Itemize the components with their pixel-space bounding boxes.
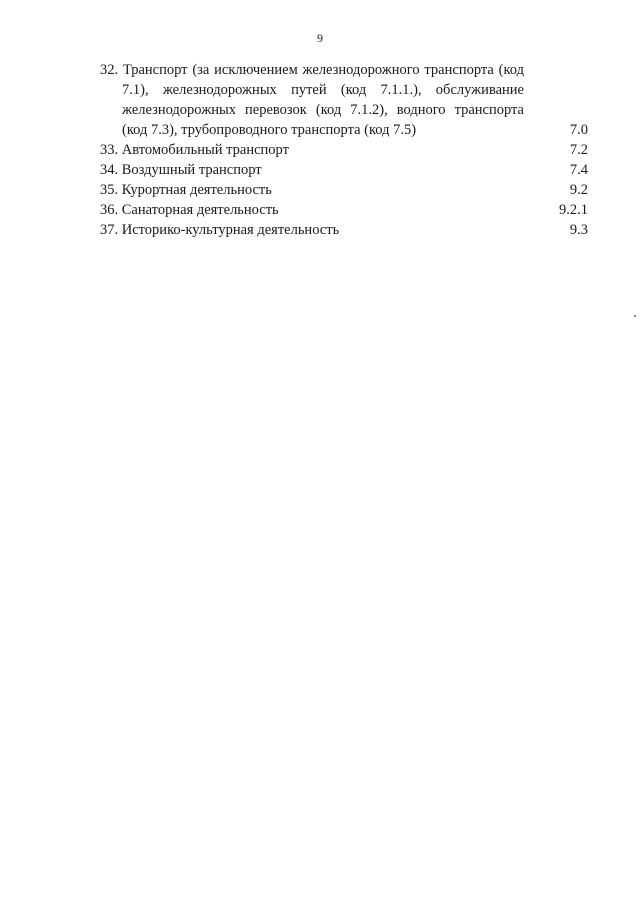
list-item-text: 33. Автомобильный транспорт	[100, 142, 289, 158]
page-number: 9	[317, 31, 323, 45]
list-item	[100, 220, 588, 240]
list-item-text: 32. Транспорт (за исключением железнодорожного транспорта (код 7.1), железнодорожных путей (код 7.1.1.), обслуживание железнодорожных перевозок (код 7.1.2), водного транспорта (код 7.3), трубопроводного транспорта (код 7.5)	[100, 62, 524, 138]
list-item-code: 7.0	[569, 122, 588, 138]
activity-list	[100, 60, 588, 240]
list-item-text: 34. Воздушный транспорт	[100, 162, 262, 178]
list-item	[100, 160, 588, 180]
list-item-code: 7.4	[569, 162, 588, 178]
list-item-code: 9.3	[569, 222, 588, 238]
list-item-text: 36. Санаторная деятельность	[100, 202, 279, 218]
list-item-code: 7.2	[569, 142, 588, 158]
list-item-code: 9.2.1	[559, 202, 588, 218]
list-item	[100, 200, 588, 220]
list-item-text: 37. Историко-культурная деятельность	[100, 222, 340, 238]
list-item	[100, 60, 588, 140]
scan-speck	[634, 315, 636, 317]
list-item-text: 35. Курортная деятельность	[100, 182, 272, 198]
list-item-code: 9.2	[569, 182, 588, 198]
list-item	[100, 180, 588, 200]
list-item	[100, 140, 588, 160]
